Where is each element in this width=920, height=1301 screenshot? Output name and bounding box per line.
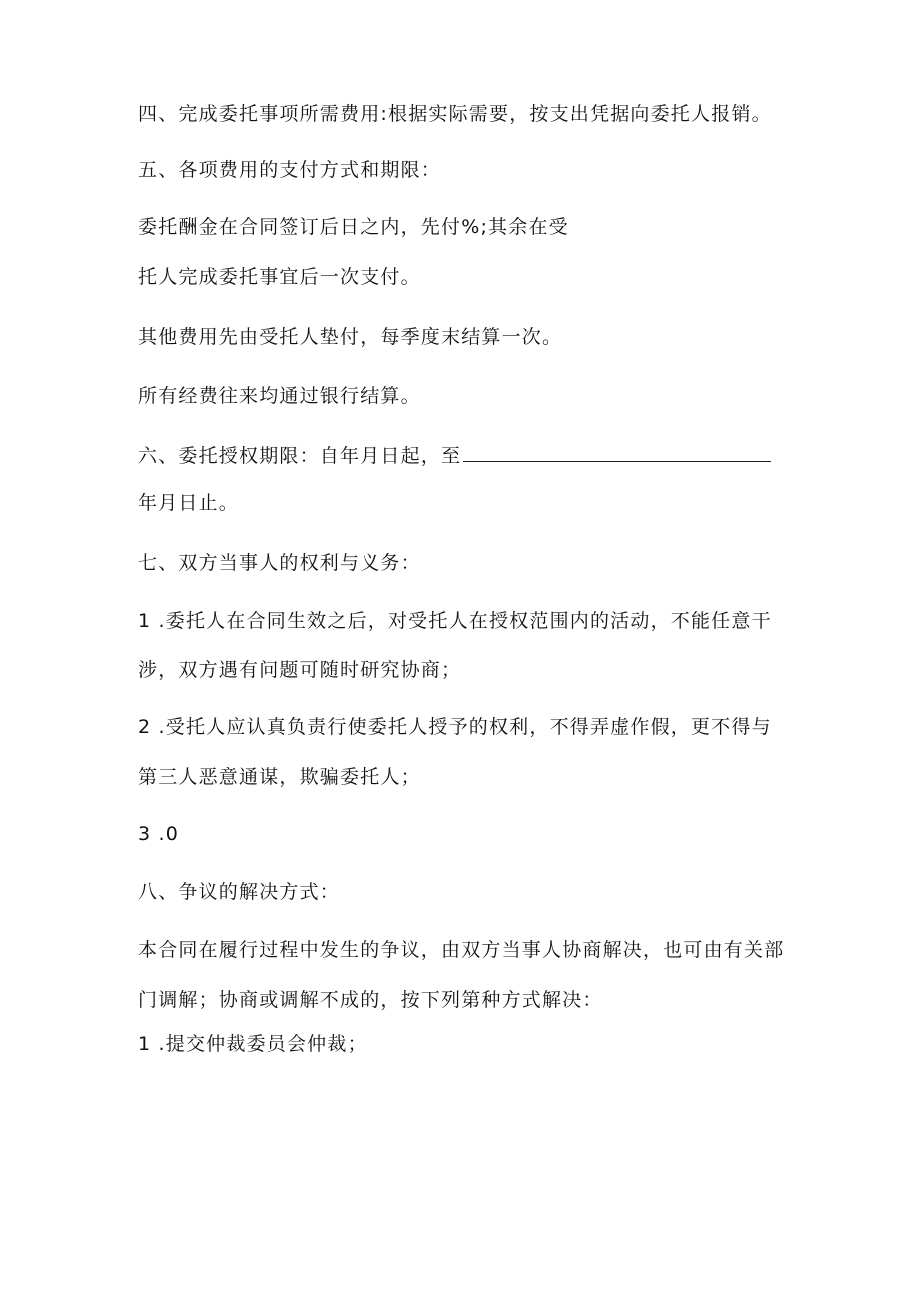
clause-8-option-1: 1 .提交仲裁委员会仲裁； (138, 1033, 368, 1055)
clause-7-item-3: 3 .0 (138, 823, 180, 845)
clause-4-expenses: 四、完成委托事项所需费用:根据实际需要，按支出凭据向委托人报销。 (138, 103, 772, 125)
clause-8-heading: 八、争议的解决方式： (138, 881, 341, 903)
clause-7-item-2-line-1: 2 .受托人应认真负责行使委托人授予的权利，不得弄虚作假，更不得与 (138, 716, 772, 738)
clause-8-body-line-1: 本合同在履行过程中发生的争议，由双方当事人协商解决，也可由有关部 (138, 939, 785, 961)
clause-5-heading: 五、各项费用的支付方式和期限： (138, 159, 442, 181)
clause-8-body-line-2: 门调解；协商或调解不成的，按下列第种方式解决： (138, 989, 603, 1011)
clause-5-fee-line-1: 委托酬金在合同签订后日之内，先付%;其余在受 (138, 216, 569, 238)
clause-7-item-2-line-2: 第三人恶意通谋，欺骗委托人； (138, 766, 421, 788)
clause-6-term-text: 六、委托授权期限：自年月日起，至 (138, 445, 462, 467)
blank-underline (463, 445, 771, 462)
clause-5-fee-line-2: 托人完成委托事宜后一次支付。 (138, 266, 421, 288)
clause-6-term (138, 444, 771, 468)
clause-7-item-1-line-1: 1 .委托人在合同生效之后，对受托人在授权范围内的活动，不能任意干 (138, 610, 772, 632)
clause-5-other-fees: 其他费用先由受托人垫付，每季度末结算一次。 (138, 326, 563, 348)
clause-6-term-end: 年月日止。 (138, 492, 240, 514)
clause-7-item-1-line-2: 涉，双方遇有问题可随时研究协商； (138, 659, 462, 681)
clause-7-heading: 七、双方当事人的权利与义务： (138, 552, 421, 574)
clause-5-bank-settlement: 所有经费往来均通过银行结算。 (138, 385, 421, 407)
